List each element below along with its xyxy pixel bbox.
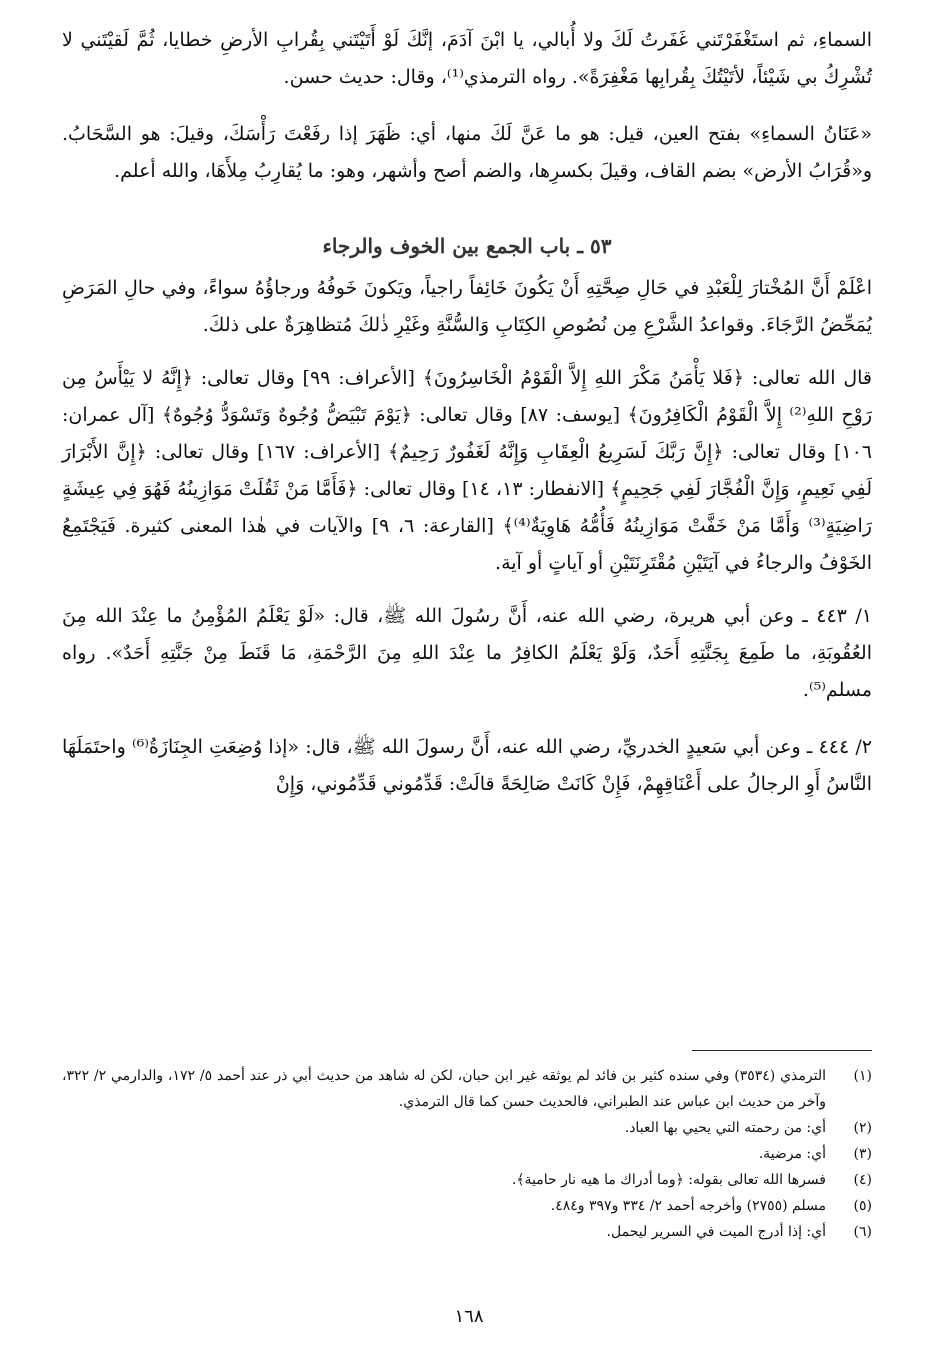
footnote-item — [62, 1063, 872, 1115]
footnote-text: مسلم (٢٧٥٥) وأخرجه أحمد ٢/ ٣٣٤ و٣٩٧ و٤٨٤. — [550, 1198, 826, 1214]
footnote-item — [62, 1115, 872, 1141]
footnote-item — [62, 1219, 872, 1245]
footnote-number: (٢) — [853, 1120, 872, 1136]
chapter-title: ٥٣ ـ باب الجمع بين الخوف والرجاء — [322, 234, 612, 258]
footnote-separator — [692, 1050, 872, 1051]
footnote-text: الترمذي (٣٥٣٤) وفي سنده كثير بن فائد لم يوثقه غير ابن حبان، لكن له شاهد من حديث أبي ذر عند أحمد ٥/ ١٧٢، والدارمي ٢/ ٣٢٢، وآخر من حديث ابن عباس عند الطبراني، فالحديث حسن كما قال الترمذي. — [62, 1068, 826, 1110]
paragraph-quran-verses: قال الله تعالى: ﴿فَلا يَأْمَنُ مَكْرَ اللهِ إِلاَّ الْقَوْمُ الْخَاسِرُونَ﴾ [الأعراف: ٩٩] وقال تعالى: ﴿إِنَّهُ لا يَيْأَسُ مِن رَوْحِ اللهِ⁽²⁾ إِلاَّ الْقَوْمُ الْكَافِرُونَ﴾ [يوسف: ٨٧] وقال تعالى: ﴿يَوْمَ تَبْيَضُّ وُجُوهٌ وَتَسْوَدُّ وُجُوهٌ﴾ [آل عمران: ١٠٦] وقال تعالى: ﴿إِنَّ رَبَّكَ لَسَرِيعُ الْعِقَابِ وَإِنَّهُ لَغَفُورٌ رَحِيمٌ﴾ [الأعراف: ١٦٧] وقال تعالى: ﴿إِنَّ الأَبْرَارَ لَفِي نَعِيمٍ، وَإِنَّ الْفُجَّارَ لَفِي جَحِيمٍ﴾ [الانفطار: ١٣، ١٤] وقال تعالى: ﴿فَأَمَّا مَنْ ثَقُلَتْ مَوَازِينُهُ فَهُوَ فِي عِيشَةٍ رَاضِيَةٍ⁽³⁾ وَأَمَّا مَنْ خَفَّتْ مَوَازِينُهُ فَأُمُّهُ هَاوِيَةٌ⁽⁴⁾﴾ [القارعة: ٦، ٩] والآيات في هٰذا المعنى كثيرة. فَيَجْتَمِعُ الخَوْفُ والرجاءُ في آيَتَيْنِ مُقْتَرِنَتَيْنِ أو آياتٍ أو آية. — [62, 367, 873, 574]
paragraph-hadith-continuation: السماءِ، ثم استَغْفَرْتَني غَفَرتُ لَكَ ولا أُبالي، يا ابْنَ آدَمَ، إنَّكَ لَوْ أَتَيْتَني بِقُرابِ الأرضِ خطايا، ثُمَّ لَقيْتَني لا تُشْرِكُ بي شَيْئاً، لأتَيْتُكَ بِقُرابِها مَغْفِرَةً». رواه الترمذي⁽¹⁾، وقال: حديث حسن. — [62, 29, 872, 88]
footnote-text: أي: إذا أدرج الميت في السرير ليحمل. — [606, 1224, 826, 1240]
footnote-item — [62, 1167, 872, 1193]
page-number: ١٦٨ — [454, 1306, 484, 1327]
paragraph-hadith-443: ١/ ٤٤٣ ـ وعن أبي هريرة، رضي الله عنه، أَنَّ رسُولَ الله ﷺ، قال: «لَوْ يَعْلَمُ المُؤْمِنُ ما عِنْدَ الله مِنَ العُقُوبَةِ، ما طَمِعَ بِجَنَّتِهِ أَحَدٌ، وَلَوْ يَعْلَمُ الكافِرُ ما عِنْدَ اللهِ مِنَ الرَّحْمَةِ، مَا قَنَطَ مِنْ جَنَّتِهِ أَحَدٌ». رواه مسلم⁽⁵⁾. — [62, 605, 872, 701]
footnote-item — [62, 1193, 872, 1219]
footnote-number: (٣) — [853, 1146, 872, 1162]
footnotes — [62, 1063, 872, 1245]
paragraph-hadith-444: ٢/ ٤٤٤ ـ وعن أبي سَعيدٍ الخدريِّ، رضي الله عنه، أَنَّ رسولَ الله ﷺ، قال: «إذا وُضِعَتِ الجِنَازَةُ⁽⁶⁾ واحتَمَلَهَا النَّاسُ أَوِ الرجالُ على أَعْنَاقِهِمْ، فَإِنْ كَانَتْ صَالِحَةً قالَتْ: قَدِّمُوني قَدِّمُوني، وَإِنْ — [62, 736, 872, 795]
footnote-item — [62, 1141, 872, 1167]
footnote-number: (١) — [853, 1068, 872, 1084]
footnote-text: أي: مرضية. — [758, 1146, 826, 1162]
footnote-text: أي: من رحمته التي يحيي بها العباد. — [624, 1120, 826, 1136]
footnote-number: (٤) — [853, 1172, 872, 1188]
footnote-text: فسرها الله تعالى بقوله: ﴿وما أدراك ما هيه نار حامية﴾. — [511, 1172, 826, 1188]
footnote-number: (٦) — [853, 1224, 872, 1240]
paragraph-intro: اعْلَمْ أَنَّ المُخْتارَ لِلْعَبْدِ في حَالِ صِحَّتِهِ أَنْ يَكُونَ خَائِفاً راجياً، ويَكونَ خَوفُهُ ورجاؤُهُ سواءً، وفي حالِ المَرَضِ يُمَحِّضُ الرَّجَاءَ. وقواعدُ الشَّرْعِ مِن نُصُوصِ الكِتَابِ وَالسُّنَّةِ وغَيْرِ ذٰلكَ مُتظاهِرَةٌ على ذلكَ. — [62, 277, 872, 336]
main-text — [62, 22, 872, 821]
footnote-number: (٥) — [853, 1198, 872, 1214]
paragraph-word-explanation: «عَنَانُ السماءِ» بفتح العين، قيل: هو ما عَنَّ لَكَ منها، أي: ظَهَرَ إذا رفَعْتَ رَأْسَكَ، وقيلَ: هو السَّحَابُ. و«قُرَابُ الأرض» بضم القاف، وقيلَ بكسرِها، والضم أصح وأشهر، وهو: ما يُقارِبُ مِلأَهَا، والله أعلم. — [62, 123, 872, 182]
